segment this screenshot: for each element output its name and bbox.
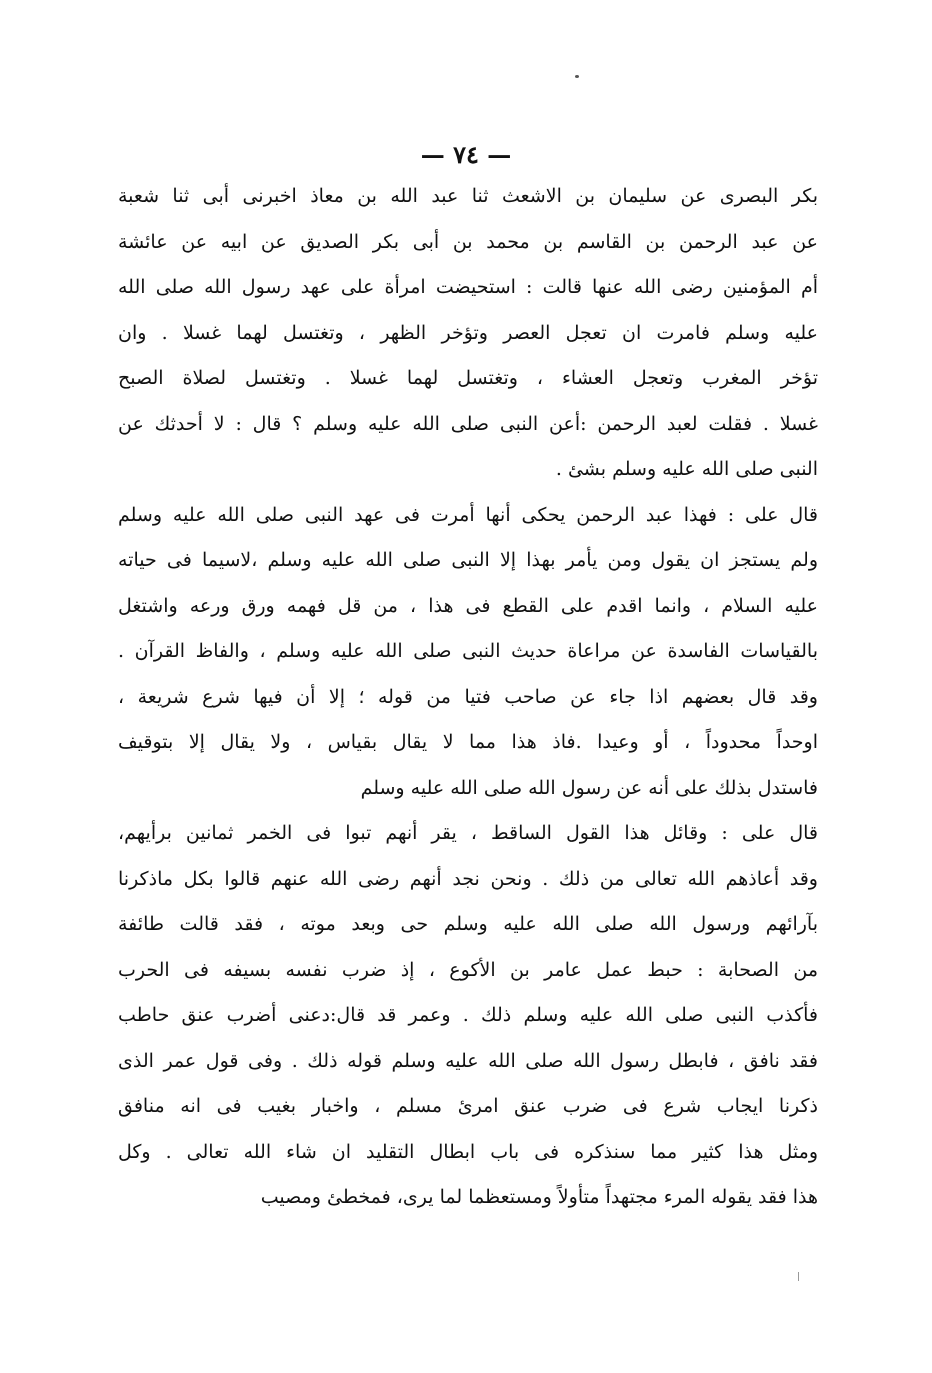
text-line: ولم يستجز ان يقول ومن يأمر بهذا إلا النبى صلى الله عليه وسلم ،لاسيما فى حياته <box>118 549 818 571</box>
text-line: أم المؤمنين رضى الله عنها قالت : استحيضت امرأة على عهد رسول الله صلى الله <box>118 276 818 298</box>
text-line: هذا فقد يقوله المرء مجتهداً متأولاً ومستعظما لما يرى، فمخطئ ومصيب <box>260 1186 818 1208</box>
text-line: من الصحابة : حبط عمل عامر بن الأكوع ، إذ ضرب نفسه بسيفه فى الحرب <box>118 958 818 981</box>
text-line: بالقياسات الفاسدة عن مراعاة حديث النبى صلى الله عليه وسلم ، والفاظ القرآن . <box>118 640 818 662</box>
text-line: فاستدل بذلك على أنه عن رسول الله صلى الله عليه وسلم <box>360 776 818 799</box>
body-text <box>118 174 818 1221</box>
text-line: قال على : وقائل هذا القول الساقط ، يقر أنهم تبوا فى الخمر ثمانين برأيهم، <box>118 822 818 844</box>
text-line: ذكرنا ايجاب شرع فى ضرب عنق امرئ مسلم ، واخبار بغيب فى انه منافق <box>118 1095 818 1117</box>
text-line: قال على : فهذا عبد الرحمن يحكى أنها أمرت فى عهد النبى صلى الله عليه وسلم <box>118 503 818 526</box>
page-number: — ٧٤ — <box>420 140 512 169</box>
text-line: بآرائهم ورسول الله صلى الله عليه وسلم حى وبعد موته ، فقد قالت طائفة <box>118 913 818 935</box>
scan-speck <box>575 75 579 78</box>
text-line: ومثل هذا كثير مما سنذكره فى باب ابطال التقليد ان شاء الله تعالى . وكل <box>118 1140 818 1163</box>
paragraph <box>118 811 818 1221</box>
text-line: عليه السلام ، وانما اقدم على القطع فى هذا ، من قل فهمه ورق ورعه واشتغل <box>118 594 818 617</box>
text-line: غسلا . فقلت لعبد الرحمن :أعن النبى صلى الله عليه وسلم ؟ قال : لا أحدثك عن <box>118 412 818 435</box>
text-line: تؤخر المغرب وتعجل العشاء ، وتغتسل لهما غسلا . وتغتسل لصلاة الصبح <box>118 367 818 389</box>
text-line: عن عبد الرحمن بن القاسم بن محمد بن أبى بكر الصديق عن ابيه عن عائشة <box>118 230 818 253</box>
paragraph <box>118 174 818 493</box>
text-line: فقد نافق ، فابطل رسول الله صلى الله عليه وسلم قوله ذلك . وفى قول عمر الذى <box>118 1049 818 1072</box>
paragraph <box>118 493 818 812</box>
text-line: بكر البصرى عن سليمان بن الاشعث ثنا عبد الله بن معاذ اخبرنى أبى ثنا شعبة <box>118 185 818 207</box>
text-line: النبى صلى الله عليه وسلم بشئ . <box>555 458 818 480</box>
text-line: اوحداً محدوداً ، أو وعيدا .فاذ هذا مما لا يقال بقياس ، ولا يقال إلا بتوقيف <box>118 731 818 753</box>
scan-mark <box>798 1272 799 1281</box>
text-line: عليه وسلم فامرت ان تعجل العصر وتؤخر الظهر ، وتغتسل لهما غسلا . وان <box>118 321 818 344</box>
text-line: وقد قال بعضهم اذا جاء عن صاحب فتيا من قوله ؛ إلا أن فيها شرع شريعة ، <box>118 685 818 708</box>
text-line: فأكذب النبى صلى الله عليه وسلم ذلك . وعمر قد قال:دعنى أضرب عنق حاطب <box>118 1004 818 1026</box>
text-line: وقد أعاذهم الله تعالى من ذلك . ونحن نجد أنهم رضى الله عنهم قالوا بكل ماذكرنا <box>118 867 818 890</box>
